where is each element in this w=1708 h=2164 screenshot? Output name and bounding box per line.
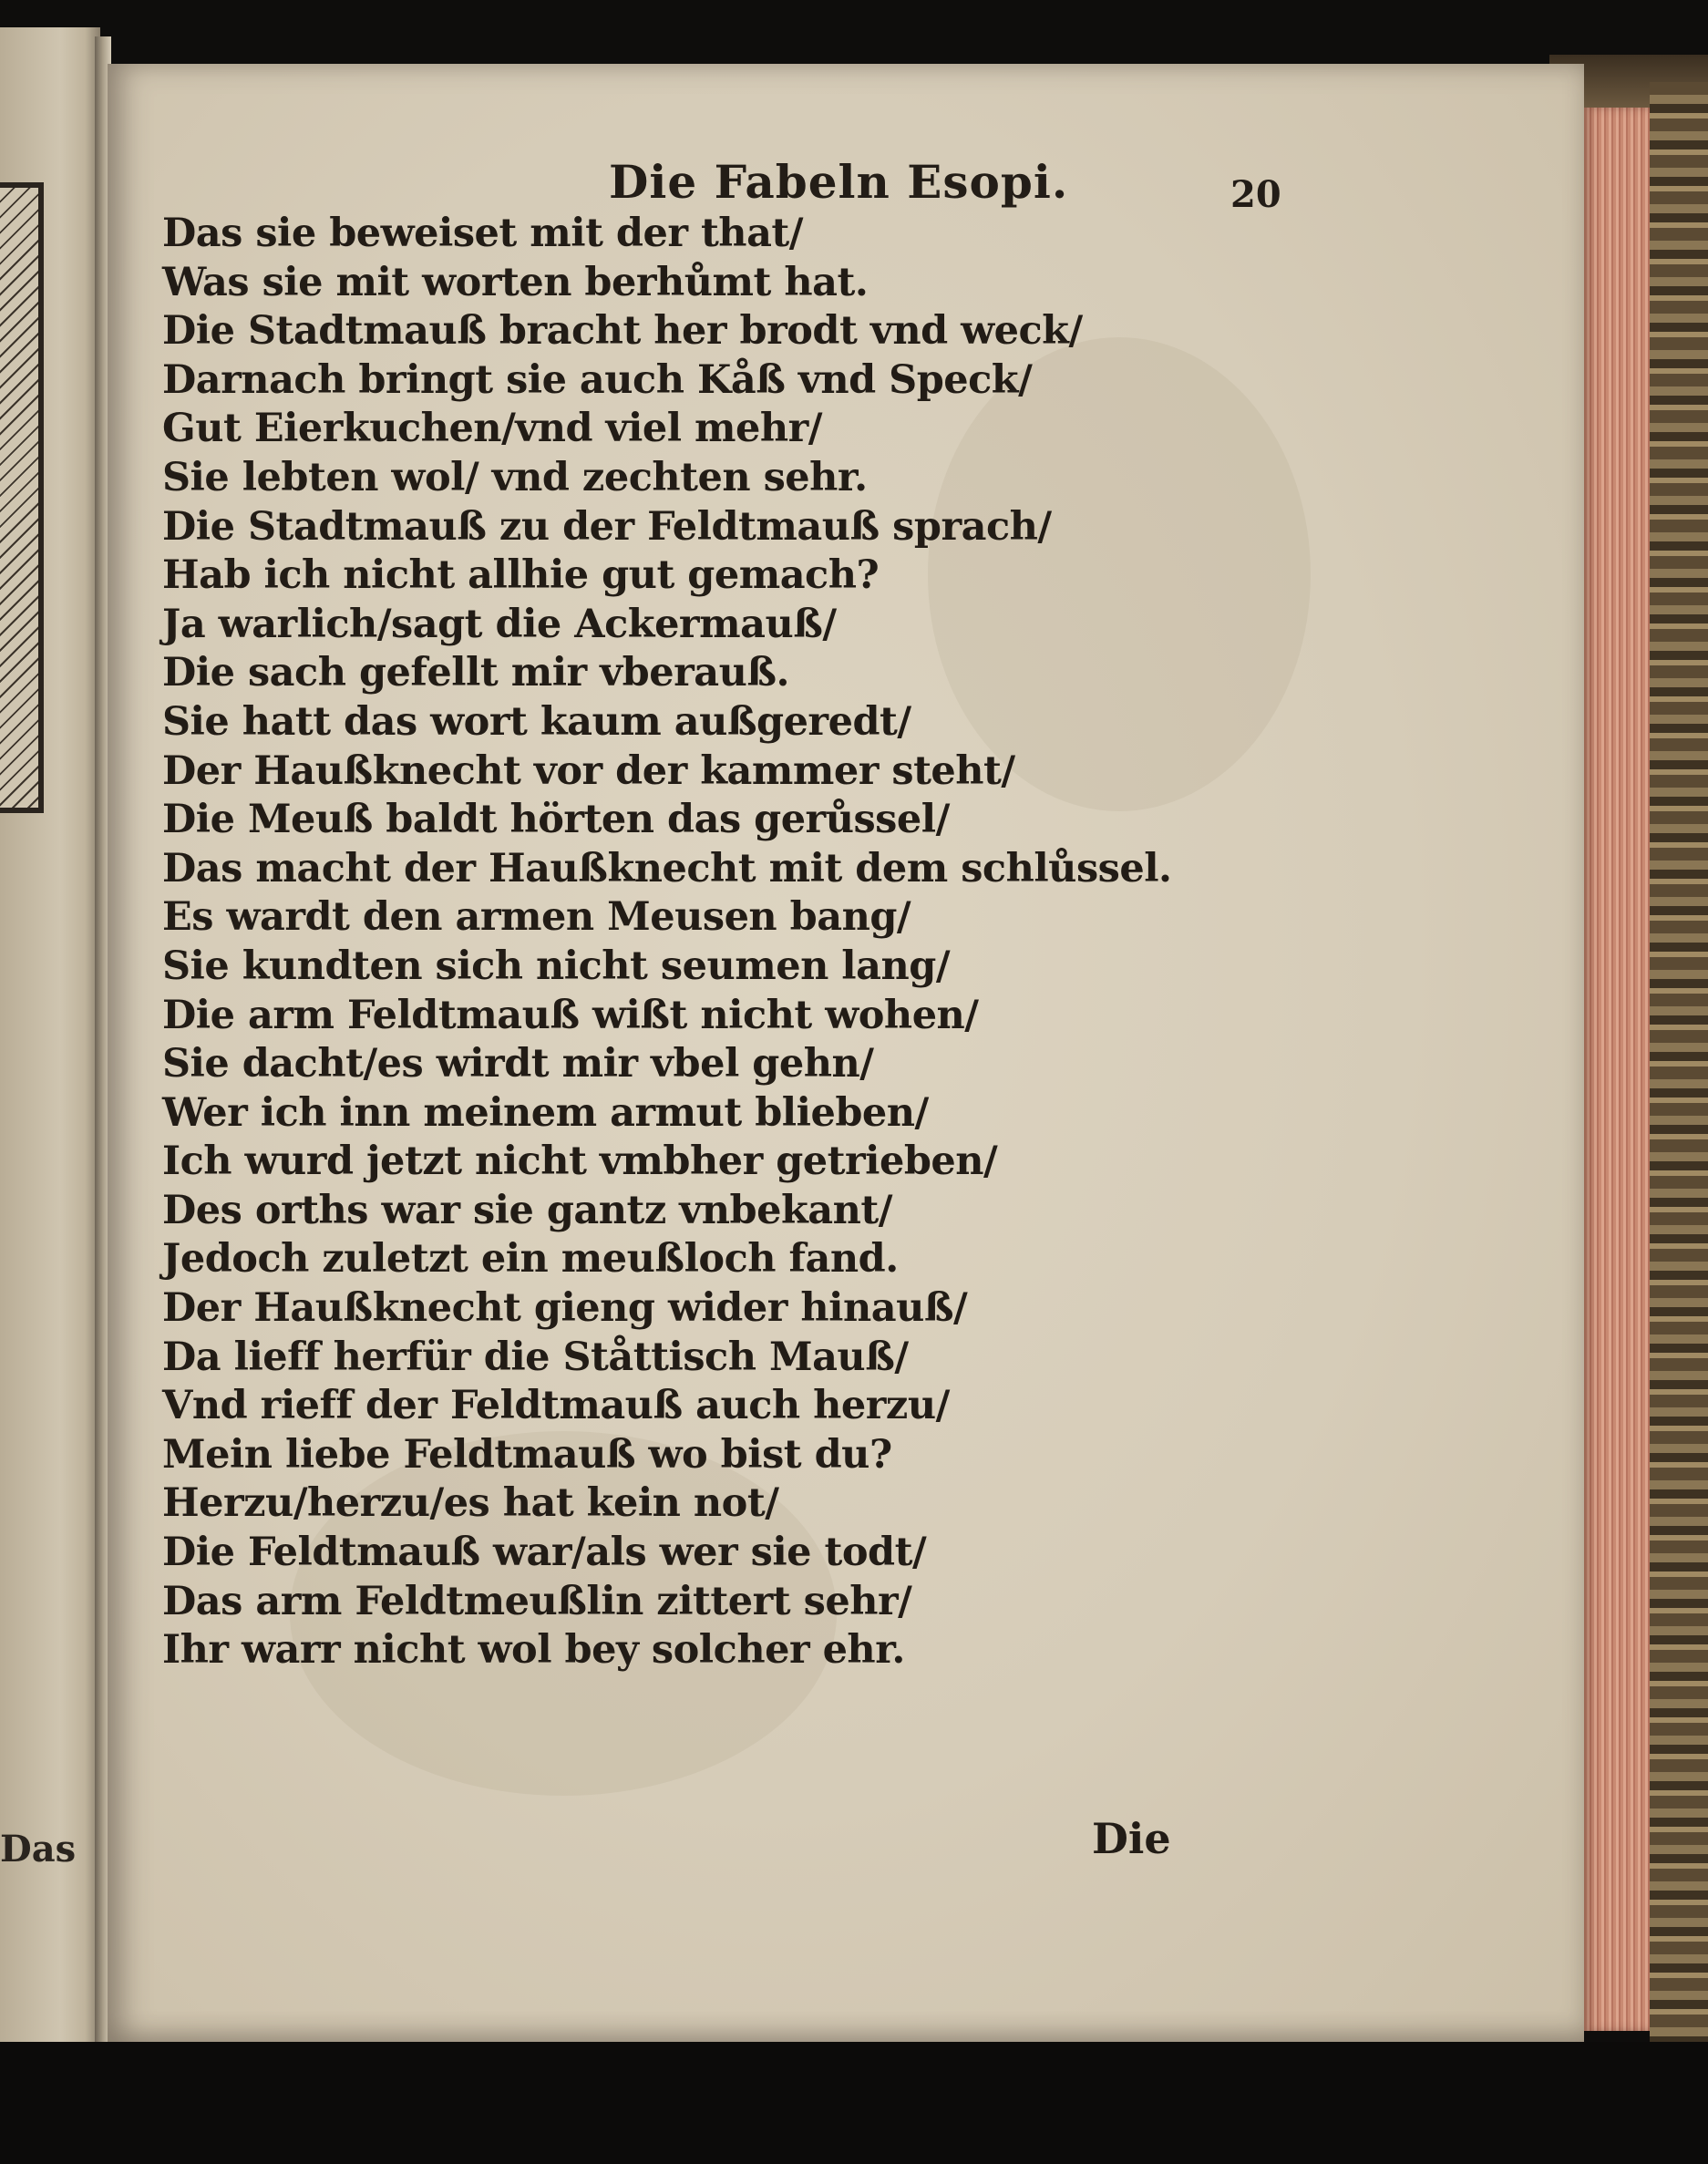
verse-line: Was sie mit worten berhůmt hat.	[162, 259, 869, 305]
verse-line: Hab ich nicht allhie gut gemach?	[162, 552, 880, 599]
verse-line: Gut Eierkuchen/vnd viel mehr/	[162, 406, 823, 452]
page-number: 20	[1230, 173, 1281, 216]
verse-line: Sie hatt das wort kaum außgeredt/	[162, 698, 911, 745]
verse-line: Sie dacht/es wirdt mir vbel gehn/	[162, 1041, 874, 1087]
verse-line: Das sie beweiset mit der that/	[162, 211, 804, 256]
verse-line: Jedoch zuletzt ein meußloch fand.	[162, 1236, 899, 1283]
dark-background-bottom	[0, 2042, 1708, 2164]
verse-line: Die Stadtmauß bracht her brodt vnd weck/	[162, 308, 1083, 355]
verse-line: Ja warlich/sagt die Ackermauß/	[162, 601, 837, 647]
left-facing-page	[0, 27, 100, 2060]
woodcut-illustration-fragment	[0, 182, 44, 813]
verse-lines	[162, 210, 1172, 1675]
verse-line: Der Haußknecht gieng wider hinauß/	[162, 1285, 968, 1332]
verse-line: Es wardt den armen Meusen bang/	[162, 894, 911, 941]
verse-line: Da lieff herfür die Ståttisch Mauß/	[162, 1334, 909, 1380]
verse-line: Der Haußknecht vor der kammer steht/	[162, 747, 1015, 794]
verse-line: Darnach bringt sie auch Kåß vnd Speck/	[162, 356, 1033, 403]
verse-line: Die sach gefellt mir vberauß.	[162, 650, 790, 696]
verse-line: Das arm Feldtmeußlin zittert sehr/	[162, 1578, 912, 1624]
right-page	[108, 64, 1584, 2042]
verse-line: Ihr warr nicht wol bey solcher ehr.	[162, 1627, 905, 1674]
verse-line: Sie lebten wol/ vnd zechten sehr.	[162, 454, 868, 500]
verse-line: Das macht der Haußknecht mit dem schlůssel.	[162, 845, 1172, 891]
left-page-catchword: Das	[0, 1828, 77, 1870]
catchword: Die	[1092, 1814, 1171, 1863]
page-fore-edge	[1584, 108, 1650, 2031]
running-head: Die Fabeln Esopi.	[609, 155, 1069, 209]
verse-line: Wer ich inn meinem armut blieben/	[162, 1089, 929, 1136]
verse-line: Des orths war sie gantz vnbekant/	[162, 1187, 892, 1233]
verse-line: Herzu/herzu/es hat kein not/	[162, 1480, 779, 1527]
verse-line: Sie kundten sich nicht seumen lang/	[162, 943, 951, 989]
verse-line: Die Stadtmauß zu der Feldtmauß sprach/	[162, 503, 1052, 550]
verse-line: Vnd rieff der Feldtmauß auch herzu/	[162, 1383, 950, 1429]
verse-line: Die arm Feldtmauß wißt nicht wohen/	[162, 992, 979, 1038]
verse-line: Ich wurd jetzt nicht vmbher getrieben/	[162, 1139, 998, 1185]
verse-line: Die Feldtmauß war/als wer sie todt/	[162, 1530, 927, 1576]
verse-line: Die Meuß baldt hörten das gerůssel/	[162, 797, 950, 843]
verse-line: Mein liebe Feldtmauß wo bist du?	[162, 1431, 892, 1478]
book-cover-edge	[1650, 82, 1708, 2060]
